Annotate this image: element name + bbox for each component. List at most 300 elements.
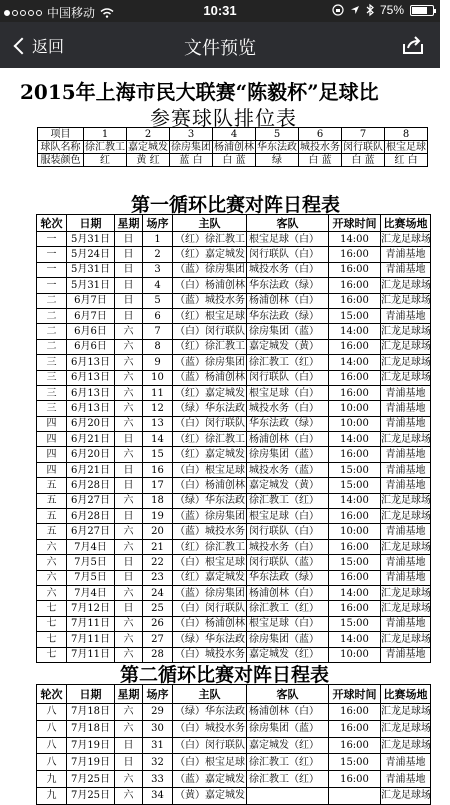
nav-bar — [0, 22, 440, 68]
share-icon[interactable] — [402, 35, 424, 55]
table-cell: 11 — [143, 385, 173, 400]
table-cell: 三 — [37, 370, 67, 385]
table-cell: 4 — [213, 128, 256, 141]
table-cell: 青浦基地 — [381, 771, 431, 788]
table-cell: 华东法政（绿） — [247, 278, 329, 293]
table-cell: 18 — [143, 493, 173, 508]
table-cell: 星期 — [115, 685, 143, 704]
table-cell: 汇龙足球场 — [381, 704, 431, 721]
table-cell: 一 — [37, 247, 67, 262]
table-cell: 5 — [143, 293, 173, 308]
table-cell: 杨浦创林（白） — [247, 704, 329, 721]
table-cell: 青浦基地 — [381, 616, 431, 631]
table-cell: 一 — [37, 232, 67, 247]
table-cell: 二 — [37, 339, 67, 354]
table-cell: 5 — [256, 128, 299, 141]
table-cell: 主队 — [173, 215, 247, 232]
table-cell: 5月24日 — [67, 247, 115, 262]
table-cell: 27 — [143, 632, 173, 647]
table-cell: 徐房集团（蓝） — [247, 324, 329, 339]
table-cell: 日 — [115, 555, 143, 570]
table-cell: 日 — [115, 737, 143, 754]
table-cell: 16:00 — [329, 370, 381, 385]
table-cell: 六 — [37, 570, 67, 585]
table-cell: 比赛场地 — [381, 215, 431, 232]
table-cell: 项目 — [38, 128, 84, 141]
table-cell: 日 — [115, 278, 143, 293]
table-cell: 城投水务（蓝） — [247, 462, 329, 477]
table-cell: 根宝足球（白） — [247, 616, 329, 631]
table-cell: 7月12日 — [67, 601, 115, 616]
table-row — [37, 278, 431, 293]
table-row — [37, 293, 431, 308]
table-cell: 28 — [143, 647, 173, 662]
table-cell: 嘉定城发（黄） — [247, 478, 329, 493]
table-cell: 汇龙足球场 — [381, 585, 431, 600]
table-row — [37, 509, 431, 524]
table-cell: 7月25日 — [67, 771, 115, 788]
table-cell: 六 — [115, 720, 143, 737]
table-cell: 汇龙足球场 — [381, 324, 431, 339]
table-cell: 汇龙足球场 — [381, 787, 431, 804]
table-cell: 15:00 — [329, 616, 381, 631]
battery-icon — [410, 5, 434, 16]
table-cell: 五 — [37, 524, 67, 539]
table-cell: 14:00 — [329, 632, 381, 647]
table-cell: 1 — [143, 232, 173, 247]
table-cell: 六 — [37, 555, 67, 570]
table-cell: 15:00 — [329, 555, 381, 570]
table-cell: 10 — [143, 370, 173, 385]
table-row — [38, 154, 428, 167]
table-cell: 青浦基地 — [381, 247, 431, 262]
table-cell: 闵行联队（白） — [247, 247, 329, 262]
table-cell: 6月21日 — [67, 432, 115, 447]
table-cell: 16:00 — [329, 293, 381, 308]
table-cell: 20 — [143, 524, 173, 539]
table-cell: 青浦基地 — [381, 401, 431, 416]
table-cell: 八 — [37, 704, 67, 721]
table-cell: （红）嘉定城发 — [173, 570, 247, 585]
table-cell: 6月27日 — [67, 524, 115, 539]
table-cell: 九 — [37, 787, 67, 804]
table-cell: （红）嘉定城发 — [173, 447, 247, 462]
table-cell: 日期 — [67, 215, 115, 232]
table-cell: 六 — [115, 370, 143, 385]
table-cell: 根宝足球（白） — [247, 385, 329, 400]
table-cell: 嘉定城发（红） — [247, 737, 329, 754]
table-cell: 12 — [143, 401, 173, 416]
table-cell: 汇龙足球场 — [381, 432, 431, 447]
table-cell: 八 — [37, 737, 67, 754]
table-cell: 15 — [143, 447, 173, 462]
table-cell: 六 — [115, 385, 143, 400]
table-row — [38, 141, 428, 154]
table-cell: 徐汇教工（红） — [247, 493, 329, 508]
table-cell: 29 — [143, 704, 173, 721]
table-cell: 24 — [143, 585, 173, 600]
table-cell: （绿）华东法政 — [173, 493, 247, 508]
table-row — [37, 493, 431, 508]
table-cell: 三 — [37, 355, 67, 370]
table-cell: 10:00 — [329, 416, 381, 431]
table-cell: （绿）华东法政 — [173, 704, 247, 721]
table-cell: 7月4日 — [67, 585, 115, 600]
table-cell: 日 — [115, 478, 143, 493]
table-cell: 徐房集团（蓝） — [247, 447, 329, 462]
table-cell: （白）闵行联队 — [173, 601, 247, 616]
table-cell: 7月11日 — [67, 632, 115, 647]
table-row — [37, 616, 431, 631]
table-cell: 根宝足球（白） — [247, 232, 329, 247]
table-cell: （白）城投水务 — [173, 720, 247, 737]
table-cell: 15:00 — [329, 308, 381, 323]
table-cell: 日 — [115, 462, 143, 477]
table-cell: 7月4日 — [67, 539, 115, 554]
table-cell: 14:00 — [329, 432, 381, 447]
location-icon — [350, 5, 360, 15]
table-cell: 三 — [37, 385, 67, 400]
table-cell: 黄 红 — [127, 154, 170, 167]
table-cell: 青浦基地 — [381, 262, 431, 277]
table-cell: 16:00 — [329, 570, 381, 585]
table-cell: 球队名称 — [38, 141, 84, 154]
table-row — [37, 462, 431, 477]
table-cell: 日 — [115, 232, 143, 247]
table-cell: 17 — [143, 478, 173, 493]
table-cell: 日 — [115, 308, 143, 323]
table-cell: 青浦基地 — [381, 462, 431, 477]
table-cell: （蓝）徐房集团 — [173, 509, 247, 524]
table-cell: （红）徐汇教工 — [173, 539, 247, 554]
table-cell: 21 — [143, 539, 173, 554]
table-cell: （白）根宝足球 — [173, 462, 247, 477]
table-cell: 三 — [37, 401, 67, 416]
table-cell: （蓝）城投水务 — [173, 293, 247, 308]
table-cell: 7月5日 — [67, 555, 115, 570]
table-cell: 六 — [115, 339, 143, 354]
table-cell: 6月13日 — [67, 385, 115, 400]
table-cell: 6月20日 — [67, 416, 115, 431]
table-row — [37, 555, 431, 570]
table-cell: 徐房集团（蓝） — [247, 720, 329, 737]
table-cell: 七 — [37, 647, 67, 662]
table-cell: （红）徐汇教工 — [173, 432, 247, 447]
table-cell: 六 — [37, 539, 67, 554]
table-row — [37, 355, 431, 370]
table-cell: 15:00 — [329, 754, 381, 771]
table-cell: 华东法政（绿） — [247, 570, 329, 585]
status-time: 10:31 — [203, 3, 237, 18]
table-cell: 城投水务（白） — [247, 401, 329, 416]
table-cell: 16:00 — [329, 509, 381, 524]
table-cell: 城投水务（白） — [247, 262, 329, 277]
table-header-row — [38, 128, 428, 141]
table-cell: 16:00 — [329, 262, 381, 277]
table-cell: 6月28日 — [67, 509, 115, 524]
table-cell: 19 — [143, 509, 173, 524]
table-cell: 六 — [115, 539, 143, 554]
table-cell: 开球时间 — [329, 685, 381, 704]
table-row — [37, 447, 431, 462]
table-cell: 七 — [37, 601, 67, 616]
table-cell: 30 — [143, 720, 173, 737]
table-cell: （蓝）城投水务 — [173, 524, 247, 539]
table-cell: 四 — [37, 416, 67, 431]
table-cell: 16:00 — [329, 539, 381, 554]
table-cell: 开球时间 — [329, 215, 381, 232]
table-cell: 5月31日 — [67, 278, 115, 293]
table-cell: 六 — [37, 585, 67, 600]
table-cell: 五 — [37, 493, 67, 508]
table-cell: 二 — [37, 293, 67, 308]
table-cell: 闵行联队（白） — [247, 370, 329, 385]
table-cell: （黄）嘉定城发 — [173, 787, 247, 804]
table-cell: 16 — [143, 462, 173, 477]
table-cell: 6月28日 — [67, 478, 115, 493]
table-cell: 6月6日 — [67, 324, 115, 339]
table-cell: 14:00 — [329, 324, 381, 339]
table-cell: 7月19日 — [67, 737, 115, 754]
table-row — [37, 401, 431, 416]
table-cell: 华东法政（绿） — [247, 308, 329, 323]
table-row — [37, 308, 431, 323]
table-cell: 嘉定城发 — [128, 141, 168, 153]
table-cell: 红 — [84, 154, 127, 167]
table-cell: 2 — [127, 128, 170, 141]
lock-rotation-icon — [332, 4, 344, 16]
table-cell: 闵行联队 — [343, 141, 383, 153]
table-cell: 汇龙足球场 — [381, 632, 431, 647]
table-cell: 22 — [143, 555, 173, 570]
table-cell: 8 — [143, 339, 173, 354]
table-cell: 白 蓝 — [299, 154, 342, 167]
table-cell: 10:00 — [329, 401, 381, 416]
table-cell: 8 — [385, 128, 428, 141]
table-cell: 杨浦创林（白） — [247, 432, 329, 447]
table-cell: 四 — [37, 432, 67, 447]
table-cell: 六 — [115, 324, 143, 339]
table-cell: （白）闵行联队 — [173, 324, 247, 339]
table-cell: （绿）华东法政 — [173, 401, 247, 416]
table-cell: 七 — [37, 632, 67, 647]
table-cell: 青浦基地 — [381, 478, 431, 493]
schedule-table-1 — [36, 214, 431, 663]
table-cell: 青浦基地 — [381, 570, 431, 585]
table-cell: 10:00 — [329, 524, 381, 539]
table-cell: 红 白 — [385, 154, 428, 167]
carrier-name: 中国移动 — [47, 6, 96, 20]
table-cell: 汇龙足球场 — [381, 601, 431, 616]
table-cell: （红）嘉定城发 — [173, 385, 247, 400]
table-cell: 7月18日 — [67, 720, 115, 737]
table-cell: 杨浦创林（白） — [247, 585, 329, 600]
table-row — [37, 339, 431, 354]
table-cell: 四 — [37, 462, 67, 477]
table-cell: 日 — [115, 247, 143, 262]
table-cell: 绿 — [256, 154, 299, 167]
table-row — [37, 324, 431, 339]
back-label: 返回 — [32, 39, 65, 56]
table-cell: （红）徐汇教工 — [173, 339, 247, 354]
table-cell: 青浦基地 — [381, 308, 431, 323]
table-cell: 7月18日 — [67, 704, 115, 721]
table-cell: 青浦基地 — [381, 524, 431, 539]
table-cell: 青浦基地 — [381, 647, 431, 662]
table-cell: 服装颜色 — [38, 154, 84, 167]
table-cell: 16:00 — [329, 601, 381, 616]
table-cell: 六 — [115, 632, 143, 647]
table-row — [37, 737, 431, 754]
table-row — [37, 432, 431, 447]
table-cell: 汇龙足球场 — [381, 293, 431, 308]
table-cell: 青浦基地 — [381, 416, 431, 431]
table-row — [37, 754, 431, 771]
table-row — [37, 570, 431, 585]
table-row — [37, 262, 431, 277]
table-cell: 徐汇教工（红） — [247, 355, 329, 370]
table-cell: 五 — [37, 478, 67, 493]
table-cell: 六 — [115, 771, 143, 788]
table-cell: 7月5日 — [67, 570, 115, 585]
table-cell: 日 — [115, 601, 143, 616]
table-cell: 汇龙足球场 — [381, 339, 431, 354]
table-cell: 6月20日 — [67, 447, 115, 462]
table-cell: 15:00 — [329, 462, 381, 477]
table-cell: 二 — [37, 308, 67, 323]
table-cell: 日 — [115, 262, 143, 277]
table-cell: 八 — [37, 720, 67, 737]
nav-title: 文件预览 — [184, 38, 256, 58]
teams-table — [37, 127, 428, 167]
table-row — [37, 771, 431, 788]
document-preview[interactable] — [0, 68, 440, 802]
table-cell: 16:00 — [329, 720, 381, 737]
table-cell: 日 — [115, 432, 143, 447]
table-cell: 青浦基地 — [381, 754, 431, 771]
table-cell: 16:00 — [329, 278, 381, 293]
table-cell: 13 — [143, 416, 173, 431]
table-cell: 6月7日 — [67, 293, 115, 308]
table-cell: 32 — [143, 754, 173, 771]
table-cell: 9 — [143, 355, 173, 370]
table-cell: 二 — [37, 324, 67, 339]
table-cell: 25 — [143, 601, 173, 616]
table-cell: 根宝足球 — [386, 141, 426, 153]
table-cell: 六 — [115, 616, 143, 631]
table-cell: 15:00 — [329, 478, 381, 493]
table-cell: 星期 — [115, 215, 143, 232]
table-cell: （白）根宝足球 — [173, 754, 247, 771]
table-row — [37, 632, 431, 647]
table-cell: 汇龙足球场 — [381, 370, 431, 385]
table-row — [37, 601, 431, 616]
table-cell: 徐房集团（蓝） — [247, 632, 329, 647]
table-cell: 七 — [37, 616, 67, 631]
table-cell: 嘉定城发（红） — [247, 647, 329, 662]
section2-title: 第二循环比赛对阵日程表 — [120, 664, 330, 686]
table-cell: 汇龙足球场 — [381, 232, 431, 247]
table-cell: 汇龙足球场 — [381, 355, 431, 370]
doc-title: 2015年上海市民大联赛“陈毅杯”足球比 — [20, 80, 379, 104]
table-cell: 5月31日 — [67, 262, 115, 277]
table-cell: 比赛场地 — [381, 685, 431, 704]
table-cell: 6月13日 — [67, 355, 115, 370]
table-cell: 10:00 — [329, 647, 381, 662]
table-cell: （白）城投水务 — [173, 647, 247, 662]
table-cell: （白）杨浦创林 — [173, 478, 247, 493]
table-cell: 34 — [143, 787, 173, 804]
table-cell: 16:00 — [329, 385, 381, 400]
table-cell: 一 — [37, 262, 67, 277]
table-cell: 六 — [115, 787, 143, 804]
table-cell: 六 — [115, 401, 143, 416]
table-cell: 6 — [299, 128, 342, 141]
table-cell: 汇龙足球场 — [381, 737, 431, 754]
table-cell: 6月7日 — [67, 308, 115, 323]
table-cell: 14:00 — [329, 585, 381, 600]
table-cell: 3 — [170, 128, 213, 141]
table-cell: 杨浦创林（白） — [247, 293, 329, 308]
table-header-row — [37, 685, 431, 704]
table-header-row — [37, 215, 431, 232]
table-cell: 青浦基地 — [381, 555, 431, 570]
table-cell: 14:00 — [329, 355, 381, 370]
table-cell: 3 — [143, 262, 173, 277]
table-cell: 六 — [115, 355, 143, 370]
table-cell: 日 — [115, 570, 143, 585]
table-cell: 7月25日 — [67, 787, 115, 804]
table-cell: 16:00 — [329, 704, 381, 721]
table-cell: 6 — [143, 308, 173, 323]
table-cell: 一 — [37, 278, 67, 293]
table-row — [37, 524, 431, 539]
table-cell: 六 — [115, 524, 143, 539]
table-cell: 城投水务（白） — [247, 539, 329, 554]
table-cell: 六 — [115, 585, 143, 600]
table-cell: 33 — [143, 771, 173, 788]
table-cell: 31 — [143, 737, 173, 754]
table-cell: 16:00 — [329, 771, 381, 788]
table-row — [37, 247, 431, 262]
table-cell: 4 — [143, 278, 173, 293]
table-cell: 日期 — [67, 685, 115, 704]
table-cell: 徐房集团 — [171, 141, 211, 153]
table-cell: 2 — [143, 247, 173, 262]
table-cell: 闵行联队（蓝） — [247, 555, 329, 570]
table-cell: 华东法政 — [257, 141, 297, 153]
table-cell: 徐汇教工（红） — [247, 771, 329, 788]
table-cell: 六 — [115, 704, 143, 721]
table-cell: （红）徐汇教工 — [173, 232, 247, 247]
table-cell: 客队 — [247, 685, 329, 704]
table-cell: 26 — [143, 616, 173, 631]
table-cell: 客队 — [247, 215, 329, 232]
table-cell: （绿）华东法政 — [173, 632, 247, 647]
table-cell: 白 蓝 — [213, 154, 256, 167]
table-cell: 华东法政（绿） — [247, 416, 329, 431]
table-cell: 根宝足球（白） — [247, 509, 329, 524]
bluetooth-icon — [366, 4, 374, 16]
table-cell: 6月13日 — [67, 370, 115, 385]
table-cell: 九 — [37, 771, 67, 788]
table-cell: 6月13日 — [67, 401, 115, 416]
table-cell: 16:00 — [329, 247, 381, 262]
doc-subtitle: 参赛球队排位表 — [150, 106, 297, 130]
table-cell — [247, 787, 329, 804]
table-cell: 日 — [115, 754, 143, 771]
table-row — [37, 539, 431, 554]
